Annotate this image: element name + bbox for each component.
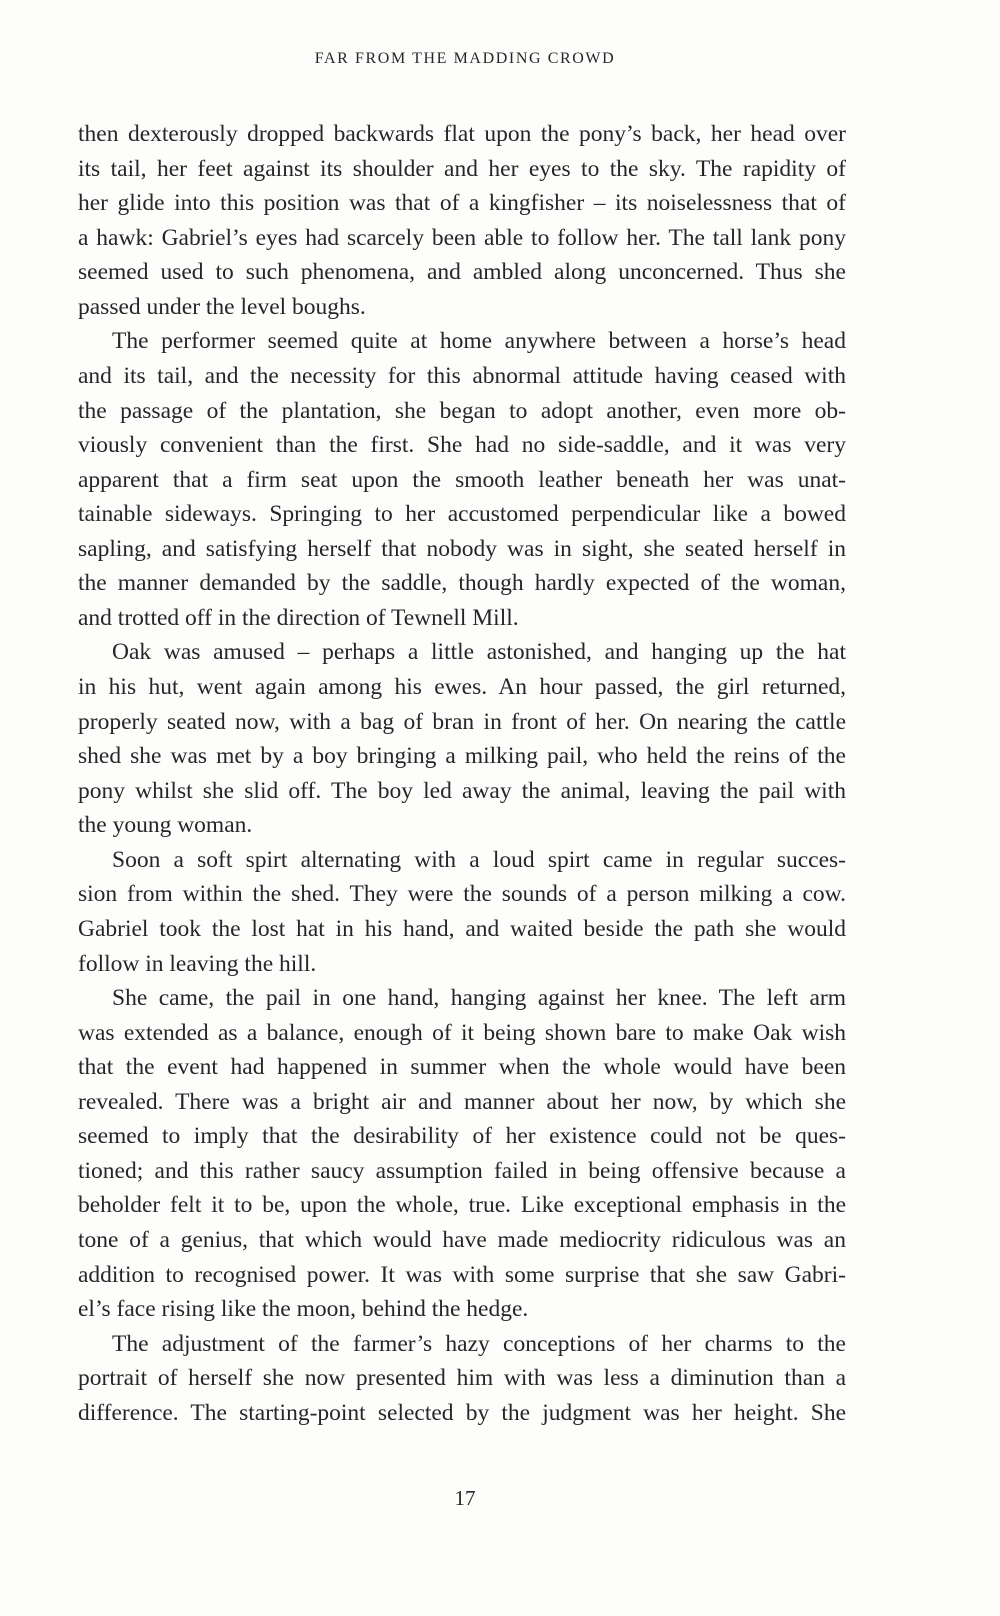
text-line: seemed used to such phenomena, and ambled along unconcerned. Thus she xyxy=(78,259,846,286)
text-line: and trotted off in the direction of Tewnell Mill. xyxy=(78,604,519,631)
text-line: beholder felt it to be, upon the whole, true. Like exceptional emphasis in the xyxy=(78,1192,846,1219)
text-line: its tail, her feet against its shoulder and her eyes to the sky. The rapidity of xyxy=(78,155,846,182)
text-line: passed under the level boughs. xyxy=(78,293,366,320)
text-line: Soon a soft spirt alternating with a loud spirt came in regular succes- xyxy=(112,846,846,873)
text-line: sion from within the shed. They were the sounds of a person milking a cow. xyxy=(78,881,846,908)
text-line: seemed to imply that the desirability of her existence could not be ques- xyxy=(78,1123,846,1150)
text-line: Oak was amused – perhaps a little astonished, and hanging up the hat xyxy=(112,639,846,666)
paragraph xyxy=(78,843,846,981)
text-line: addition to recognised power. It was with some surprise that she saw Gabri- xyxy=(78,1261,846,1288)
text-line: follow in leaving the hill. xyxy=(78,950,317,977)
text-line: and its tail, and the necessity for this abnormal attitude having ceased with xyxy=(78,362,846,389)
text-line: difference. The starting-point selected by the judgment was her height. She xyxy=(78,1399,846,1426)
text-line: revealed. There was a bright air and manner about her now, by which she xyxy=(78,1088,846,1115)
paragraph xyxy=(78,117,846,324)
text-line: tone of a genius, that which would have made mediocrity ridiculous was an xyxy=(78,1227,846,1253)
text-line: her glide into this position was that of a kingfisher – its noiselessness that of xyxy=(78,190,846,217)
text-line: sapling, and satisfying herself that nobody was in sight, she seated herself in xyxy=(78,535,846,562)
paragraph xyxy=(78,635,846,842)
text-line: tioned; and this rather saucy assumption failed in being offensive because a xyxy=(78,1157,846,1184)
text-line: el’s face rising like the moon, behind the hedge. xyxy=(78,1296,529,1323)
text-line: the young woman. xyxy=(78,812,253,839)
text-line: portrait of herself she now presented him with was less a diminution than a xyxy=(78,1365,846,1392)
text-line: The performer seemed quite at home anywhere between a horse’s head xyxy=(112,328,846,355)
text-line: the manner demanded by the saddle, though hardly expected of the woman, xyxy=(78,570,846,597)
paragraph xyxy=(78,981,846,1327)
text-line: tainable sideways. Springing to her accustomed perpendicular like a bowed xyxy=(78,501,846,528)
text-line: apparent that a firm seat upon the smooth leather beneath her was unat- xyxy=(78,466,846,493)
text-line: the passage of the plantation, she began to adopt another, even more ob- xyxy=(78,397,846,424)
text-line: that the event had happened in summer when the whole would have been xyxy=(78,1054,846,1081)
text-line: was extended as a balance, enough of it being shown bare to make Oak wish xyxy=(78,1019,846,1046)
text-line: in his hut, went again among his ewes. An hour passed, the girl returned, xyxy=(78,674,846,700)
text-line: Gabriel took the lost hat in his hand, and waited beside the path she would xyxy=(78,915,846,942)
text-line: shed she was met by a boy bringing a milking pail, who held the reins of the xyxy=(78,743,846,770)
running-head: FAR FROM THE MADDING CROWD xyxy=(314,50,616,67)
body-text xyxy=(78,117,846,1430)
text-line: She came, the pail in one hand, hanging against her knee. The left arm xyxy=(112,985,846,1012)
text-line: pony whilst she slid off. The boy led away the animal, leaving the pail with xyxy=(78,777,846,804)
text-line: viously convenient than the first. She had no side-saddle, and it was very xyxy=(78,432,846,459)
page-number: 17 xyxy=(454,1486,476,1510)
text-line: a hawk: Gabriel’s eyes had scarcely been able to follow her. The tall lank pony xyxy=(78,224,846,251)
paragraph xyxy=(78,1327,846,1431)
text-line: properly seated now, with a bag of bran in front of her. On nearing the cattle xyxy=(78,708,846,735)
text-line: The adjustment of the farmer’s hazy conceptions of her charms to the xyxy=(112,1330,846,1357)
paragraph xyxy=(78,324,846,635)
text-line: then dexterously dropped backwards flat upon the pony’s back, her head over xyxy=(78,121,846,147)
